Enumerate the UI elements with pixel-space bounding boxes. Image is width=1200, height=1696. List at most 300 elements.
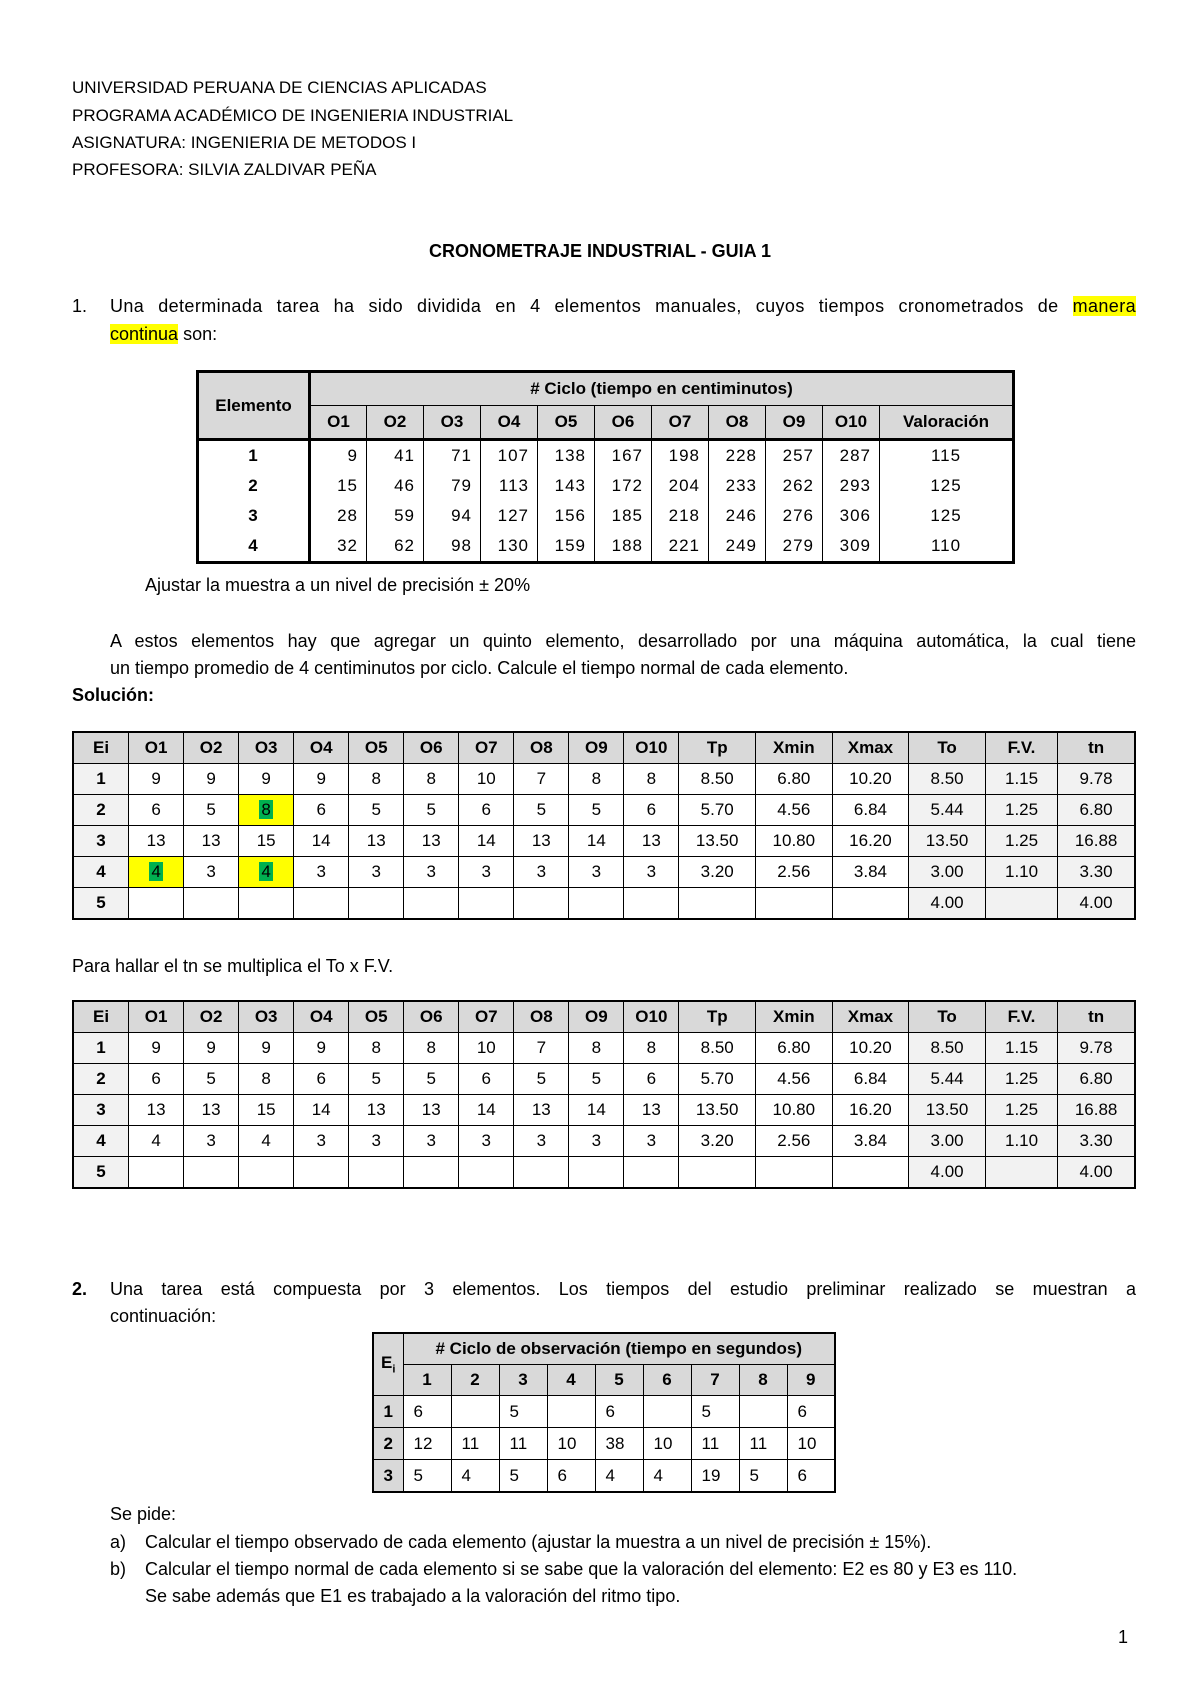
value-cell: 3 xyxy=(459,857,514,888)
time-cell xyxy=(451,1396,499,1428)
value-cell: 6 xyxy=(294,1064,349,1095)
value-cell: 3.00 xyxy=(909,1126,986,1157)
value-cell: 13 xyxy=(514,826,569,857)
col-header: tn xyxy=(1058,1001,1135,1033)
col-header: O1 xyxy=(129,1001,184,1033)
value-cell xyxy=(569,1157,624,1189)
value-cell: 13 xyxy=(349,826,404,857)
value-cell: 13 xyxy=(129,826,184,857)
time-cell: 204 xyxy=(652,471,709,501)
value-cell xyxy=(294,888,349,920)
col-header: F.V. xyxy=(985,1001,1057,1033)
element-cell: 1 xyxy=(373,1396,403,1428)
value-cell: 6 xyxy=(294,795,349,826)
col-header: O1 xyxy=(129,732,184,764)
value-cell: 8.50 xyxy=(679,1033,756,1064)
value-cell: 5 xyxy=(184,795,239,826)
value-cell: 9 xyxy=(184,1033,239,1064)
value-cell: 3.20 xyxy=(679,1126,756,1157)
time-cell: 279 xyxy=(766,531,823,563)
time-cell: 6 xyxy=(403,1396,451,1428)
table-row xyxy=(198,501,1014,531)
time-cell: 10 xyxy=(547,1428,595,1460)
value-cell: 4.56 xyxy=(756,795,833,826)
time-cell: 218 xyxy=(652,501,709,531)
col-header: Xmax xyxy=(832,1001,909,1033)
col-header: tn xyxy=(1058,732,1135,764)
q2-text-line1: Una tarea está compuesta por 3 elementos. Los tiempos del estudio preliminar realizado se muestran a xyxy=(110,1279,1136,1299)
time-cell: 19 xyxy=(691,1460,739,1493)
value-cell: 8 xyxy=(349,764,404,795)
value-cell: 3 xyxy=(569,857,624,888)
col-cycle: O10 xyxy=(823,406,880,440)
rating-cell: 125 xyxy=(880,501,1014,531)
value-cell: 3 xyxy=(514,857,569,888)
value-cell xyxy=(679,1157,756,1189)
q2-se-pide: Se pide: xyxy=(110,1504,177,1524)
time-cell: 228 xyxy=(709,440,766,472)
value-cell: 3.20 xyxy=(679,857,756,888)
value-cell: 6 xyxy=(459,795,514,826)
q1-highlight-continua: continua xyxy=(110,324,179,344)
value-cell xyxy=(624,1157,679,1189)
group-header-ciclo: # Ciclo (tiempo en centiminutos) xyxy=(310,372,1014,406)
value-cell: 15 xyxy=(239,1095,294,1126)
time-cell: 98 xyxy=(424,531,481,563)
value-cell: 1.15 xyxy=(985,764,1057,795)
value-cell: 8 xyxy=(349,1033,404,1064)
col-cycle: O3 xyxy=(424,406,481,440)
value-cell: 14 xyxy=(294,826,349,857)
value-cell: 13 xyxy=(514,1095,569,1126)
time-cell: 41 xyxy=(367,440,424,472)
value-cell xyxy=(624,888,679,920)
value-cell: 1.15 xyxy=(985,1033,1057,1064)
header-course: ASIGNATURA: INGENIERIA DE METODOS I xyxy=(72,133,417,152)
rating-cell: 125 xyxy=(880,471,1014,501)
value-cell: 5 xyxy=(514,795,569,826)
table-row xyxy=(73,1157,1135,1189)
rating-cell: 115 xyxy=(880,440,1014,472)
time-cell: 59 xyxy=(367,501,424,531)
value-cell: 3 xyxy=(624,1126,679,1157)
time-cell: 5 xyxy=(499,1396,547,1428)
element-cell: 5 xyxy=(73,1157,129,1189)
col-header: Tp xyxy=(679,1001,756,1033)
table-row xyxy=(198,471,1014,501)
col-cycle: 5 xyxy=(595,1365,643,1396)
col-header: Tp xyxy=(679,732,756,764)
table-row xyxy=(73,764,1135,795)
q2-item-b-text-2: Se sabe además que E1 es trabajado a la valoración del ritmo tipo. xyxy=(145,1586,681,1606)
q1-adjust-note: Ajustar la muestra a un nivel de precisión ± 20% xyxy=(145,575,531,595)
table-row xyxy=(73,857,1135,888)
value-cell: 10.20 xyxy=(832,1033,909,1064)
col-cycle: O6 xyxy=(595,406,652,440)
time-cell: 172 xyxy=(595,471,652,501)
col-header: O6 xyxy=(404,1001,459,1033)
value-cell: 3 xyxy=(184,1126,239,1157)
table-row xyxy=(73,1033,1135,1064)
time-cell: 11 xyxy=(739,1428,787,1460)
q2-data-table xyxy=(372,1332,836,1493)
time-cell: 143 xyxy=(538,471,595,501)
value-cell xyxy=(184,888,239,920)
col-cycle: O9 xyxy=(766,406,823,440)
value-cell: 5.44 xyxy=(909,795,986,826)
value-cell: 13 xyxy=(624,826,679,857)
value-cell: 13 xyxy=(404,1095,459,1126)
value-cell: 9 xyxy=(129,1033,184,1064)
value-cell: 5.44 xyxy=(909,1064,986,1095)
time-cell xyxy=(643,1396,691,1428)
col-header: O5 xyxy=(349,732,404,764)
element-cell: 4 xyxy=(73,857,129,888)
time-cell: 6 xyxy=(787,1396,835,1428)
col-header: O4 xyxy=(294,1001,349,1033)
element-cell: 2 xyxy=(73,1064,129,1095)
highlighted-cell xyxy=(129,857,184,888)
value-cell: 6.80 xyxy=(756,1033,833,1064)
col-cycle: O8 xyxy=(709,406,766,440)
value-cell: 5 xyxy=(349,795,404,826)
value-cell: 8.50 xyxy=(679,764,756,795)
value-cell: 6 xyxy=(129,1064,184,1095)
q2-item-b-text-1: Calcular el tiempo normal de cada elemento si se sabe que la valoración del elemento: E2 es 80 y E3 es 110. xyxy=(145,1559,1018,1579)
value-cell: 14 xyxy=(569,826,624,857)
value-cell xyxy=(459,1157,514,1189)
value-cell: 8 xyxy=(404,764,459,795)
q1-extra-line2: un tiempo promedio de 4 centiminutos por ciclo. Calcule el tiempo normal de cada elemento. xyxy=(110,658,849,678)
value-cell xyxy=(129,888,184,920)
q1-highlight-manera: manera xyxy=(1072,296,1136,316)
time-cell: 6 xyxy=(547,1460,595,1493)
value-cell: 9.78 xyxy=(1058,1033,1135,1064)
time-cell: 6 xyxy=(595,1396,643,1428)
value-cell: 14 xyxy=(569,1095,624,1126)
col-header: Xmax xyxy=(832,732,909,764)
value-cell xyxy=(985,1157,1057,1189)
rating-cell: 110 xyxy=(880,531,1014,563)
solution-table xyxy=(72,1000,1136,1189)
value-cell: 6 xyxy=(624,795,679,826)
col-header: F.V. xyxy=(985,732,1057,764)
time-cell: 5 xyxy=(499,1460,547,1493)
col-cycle: O1 xyxy=(310,406,367,440)
col-cycle: 8 xyxy=(739,1365,787,1396)
time-cell: 127 xyxy=(481,501,538,531)
time-cell: 276 xyxy=(766,501,823,531)
time-cell: 198 xyxy=(652,440,709,472)
time-cell: 262 xyxy=(766,471,823,501)
value-cell: 6.84 xyxy=(832,795,909,826)
q1-text-b: son: xyxy=(183,324,218,344)
value-cell: 9 xyxy=(184,764,239,795)
highlighted-value: 8 xyxy=(261,800,271,819)
value-cell xyxy=(239,1157,294,1189)
time-cell: 5 xyxy=(403,1460,451,1493)
col-cycle: 9 xyxy=(787,1365,835,1396)
value-cell: 1.10 xyxy=(985,857,1057,888)
col-header: O5 xyxy=(349,1001,404,1033)
value-cell xyxy=(832,888,909,920)
value-cell: 8 xyxy=(569,764,624,795)
highlighted-value: 4 xyxy=(261,862,271,881)
time-cell: 5 xyxy=(739,1460,787,1493)
col-elemento: Elemento xyxy=(198,372,310,440)
time-cell: 62 xyxy=(367,531,424,563)
q1-text-a: Una determinada tarea ha sido dividida en 4 elementos manuales, cuyos tiempos cronometrados de xyxy=(110,296,1059,316)
time-cell: 293 xyxy=(823,471,880,501)
table-row xyxy=(373,1460,835,1493)
table-row xyxy=(373,1396,835,1428)
value-cell: 7 xyxy=(514,1033,569,1064)
element-cell: 3 xyxy=(73,826,129,857)
value-cell: 3 xyxy=(404,857,459,888)
value-cell xyxy=(239,888,294,920)
time-cell: 10 xyxy=(643,1428,691,1460)
value-cell: 13 xyxy=(184,826,239,857)
col-header: O9 xyxy=(569,732,624,764)
col-header: O7 xyxy=(459,732,514,764)
value-cell: 3.30 xyxy=(1058,857,1135,888)
value-cell: 3.00 xyxy=(909,857,986,888)
col-header: O2 xyxy=(184,732,239,764)
value-cell xyxy=(349,1157,404,1189)
value-cell: 14 xyxy=(459,1095,514,1126)
col-header: O8 xyxy=(514,1001,569,1033)
q1-number: 1. xyxy=(72,296,88,316)
value-cell: 10 xyxy=(459,764,514,795)
col-header: Ei xyxy=(73,732,129,764)
value-cell: 14 xyxy=(294,1095,349,1126)
time-cell: 5 xyxy=(691,1396,739,1428)
value-cell: 9 xyxy=(239,764,294,795)
solution-table-highlighted xyxy=(72,731,1136,920)
element-cell: 2 xyxy=(73,795,129,826)
value-cell: 13.50 xyxy=(679,826,756,857)
value-cell: 13.50 xyxy=(909,1095,986,1126)
value-cell: 4.56 xyxy=(756,1064,833,1095)
value-cell: 8 xyxy=(624,1033,679,1064)
time-cell: 11 xyxy=(499,1428,547,1460)
element-cell: 1 xyxy=(198,440,310,472)
col-header: O6 xyxy=(404,732,459,764)
value-cell: 10.80 xyxy=(756,1095,833,1126)
value-cell: 6 xyxy=(624,1064,679,1095)
time-cell: 306 xyxy=(823,501,880,531)
value-cell xyxy=(514,888,569,920)
table-row xyxy=(73,795,1135,826)
element-cell: 4 xyxy=(73,1126,129,1157)
q1-data-table xyxy=(196,370,1015,564)
value-cell: 8.50 xyxy=(909,1033,986,1064)
value-cell: 15 xyxy=(239,826,294,857)
value-cell xyxy=(184,1157,239,1189)
time-cell: 71 xyxy=(424,440,481,472)
value-cell xyxy=(294,1157,349,1189)
value-cell xyxy=(832,1157,909,1189)
time-cell: 107 xyxy=(481,440,538,472)
value-cell xyxy=(514,1157,569,1189)
value-cell: 6 xyxy=(129,795,184,826)
table-row xyxy=(373,1428,835,1460)
value-cell: 13 xyxy=(129,1095,184,1126)
element-cell: 3 xyxy=(198,501,310,531)
col-ei-label: E xyxy=(381,1353,393,1373)
value-cell: 5 xyxy=(404,795,459,826)
col-cycle: 3 xyxy=(499,1365,547,1396)
value-cell: 13 xyxy=(349,1095,404,1126)
header-program: PROGRAMA ACADÉMICO DE INGENIERIA INDUSTRIAL xyxy=(72,106,514,125)
q2-number: 2. xyxy=(72,1279,88,1299)
time-cell: 167 xyxy=(595,440,652,472)
value-cell: 6.80 xyxy=(1058,1064,1135,1095)
value-cell: 5 xyxy=(349,1064,404,1095)
time-cell: 9 xyxy=(310,440,367,472)
value-cell xyxy=(679,888,756,920)
value-cell: 5.70 xyxy=(679,795,756,826)
value-cell: 9.78 xyxy=(1058,764,1135,795)
value-cell: 4.00 xyxy=(909,1157,986,1189)
q2-item-a-label: a) xyxy=(110,1532,127,1552)
value-cell: 3 xyxy=(569,1126,624,1157)
time-cell: 4 xyxy=(595,1460,643,1493)
col-header: O10 xyxy=(624,1001,679,1033)
time-cell: 185 xyxy=(595,501,652,531)
time-cell: 138 xyxy=(538,440,595,472)
value-cell: 6.84 xyxy=(832,1064,909,1095)
value-cell: 4 xyxy=(129,1126,184,1157)
col-cycle: 4 xyxy=(547,1365,595,1396)
value-cell: 8 xyxy=(624,764,679,795)
value-cell: 8 xyxy=(239,1064,294,1095)
col-header: O2 xyxy=(184,1001,239,1033)
col-cycle: 7 xyxy=(691,1365,739,1396)
col-header: O8 xyxy=(514,732,569,764)
value-cell: 3.84 xyxy=(832,1126,909,1157)
time-cell: 11 xyxy=(691,1428,739,1460)
time-cell: 130 xyxy=(481,531,538,563)
value-cell: 16.20 xyxy=(832,826,909,857)
time-cell: 38 xyxy=(595,1428,643,1460)
value-cell: 10.80 xyxy=(756,826,833,857)
time-cell: 28 xyxy=(310,501,367,531)
time-cell: 6 xyxy=(787,1460,835,1493)
value-cell: 10.20 xyxy=(832,764,909,795)
col-cycle: O4 xyxy=(481,406,538,440)
col-cycle: O2 xyxy=(367,406,424,440)
value-cell xyxy=(349,888,404,920)
highlighted-cell xyxy=(239,795,294,826)
value-cell: 13 xyxy=(404,826,459,857)
time-cell: 15 xyxy=(310,471,367,501)
value-cell: 3 xyxy=(294,857,349,888)
time-cell: 94 xyxy=(424,501,481,531)
time-cell: 46 xyxy=(367,471,424,501)
value-cell: 10 xyxy=(459,1033,514,1064)
value-cell: 14 xyxy=(459,826,514,857)
value-cell: 5 xyxy=(404,1064,459,1095)
value-cell: 3 xyxy=(459,1126,514,1157)
col-header: O4 xyxy=(294,732,349,764)
time-cell: 4 xyxy=(451,1460,499,1493)
value-cell: 3 xyxy=(184,857,239,888)
col-ei-sub: i xyxy=(392,1363,396,1376)
element-cell: 1 xyxy=(73,1033,129,1064)
value-cell: 9 xyxy=(294,764,349,795)
value-cell: 1.25 xyxy=(985,1095,1057,1126)
q2-item-a-text: Calcular el tiempo observado de cada elemento (ajustar la muestra a un nivel de precisión ± 15%). xyxy=(145,1532,932,1552)
table-row xyxy=(73,1126,1135,1157)
q1-text-line2 xyxy=(110,323,217,345)
value-cell: 8 xyxy=(404,1033,459,1064)
time-cell xyxy=(739,1396,787,1428)
value-cell: 2.56 xyxy=(756,857,833,888)
col-header: O10 xyxy=(624,732,679,764)
element-cell: 1 xyxy=(73,764,129,795)
group-header-observacion: # Ciclo de observación (tiempo en segundos) xyxy=(403,1333,835,1365)
col-header: O3 xyxy=(239,732,294,764)
time-cell: 188 xyxy=(595,531,652,563)
value-cell: 5 xyxy=(514,1064,569,1095)
time-cell: 249 xyxy=(709,531,766,563)
highlighted-value: 4 xyxy=(151,862,161,881)
col-valoracion: Valoración xyxy=(880,406,1014,440)
time-cell: 287 xyxy=(823,440,880,472)
value-cell: 3 xyxy=(514,1126,569,1157)
value-cell: 6 xyxy=(459,1064,514,1095)
time-cell: 113 xyxy=(481,471,538,501)
table-row xyxy=(73,1095,1135,1126)
value-cell: 4.00 xyxy=(909,888,986,920)
value-cell: 8 xyxy=(569,1033,624,1064)
col-header: Ei xyxy=(73,1001,129,1033)
value-cell: 4.00 xyxy=(1058,1157,1135,1189)
value-cell: 3.30 xyxy=(1058,1126,1135,1157)
element-cell: 5 xyxy=(73,888,129,920)
header-professor: PROFESORA: SILVIA ZALDIVAR PEÑA xyxy=(72,160,377,179)
col-header: To xyxy=(909,1001,986,1033)
col-cycle: 1 xyxy=(403,1365,451,1396)
col-header: Xmin xyxy=(756,1001,833,1033)
value-cell: 3 xyxy=(349,1126,404,1157)
value-cell: 2.56 xyxy=(756,1126,833,1157)
time-cell: 309 xyxy=(823,531,880,563)
element-cell: 4 xyxy=(198,531,310,563)
element-cell: 2 xyxy=(373,1428,403,1460)
value-cell: 1.25 xyxy=(985,1064,1057,1095)
table-row xyxy=(73,826,1135,857)
value-cell: 3 xyxy=(404,1126,459,1157)
value-cell: 1.25 xyxy=(985,826,1057,857)
table-row xyxy=(73,1064,1135,1095)
value-cell: 5 xyxy=(569,1064,624,1095)
value-cell: 7 xyxy=(514,764,569,795)
q2-text-line2: continuación: xyxy=(110,1306,217,1326)
value-cell: 4.00 xyxy=(1058,888,1135,920)
value-cell: 1.10 xyxy=(985,1126,1057,1157)
time-cell: 11 xyxy=(451,1428,499,1460)
value-cell: 4 xyxy=(239,1126,294,1157)
value-cell: 1.25 xyxy=(985,795,1057,826)
highlighted-cell xyxy=(239,857,294,888)
q1-extra-line1: A estos elementos hay que agregar un quinto elemento, desarrollado por una máquina automática, la cual tiene xyxy=(110,631,1136,651)
table-row xyxy=(198,531,1014,563)
col-header: Xmin xyxy=(756,732,833,764)
value-cell: 13.50 xyxy=(909,826,986,857)
col-cycle: O5 xyxy=(538,406,595,440)
